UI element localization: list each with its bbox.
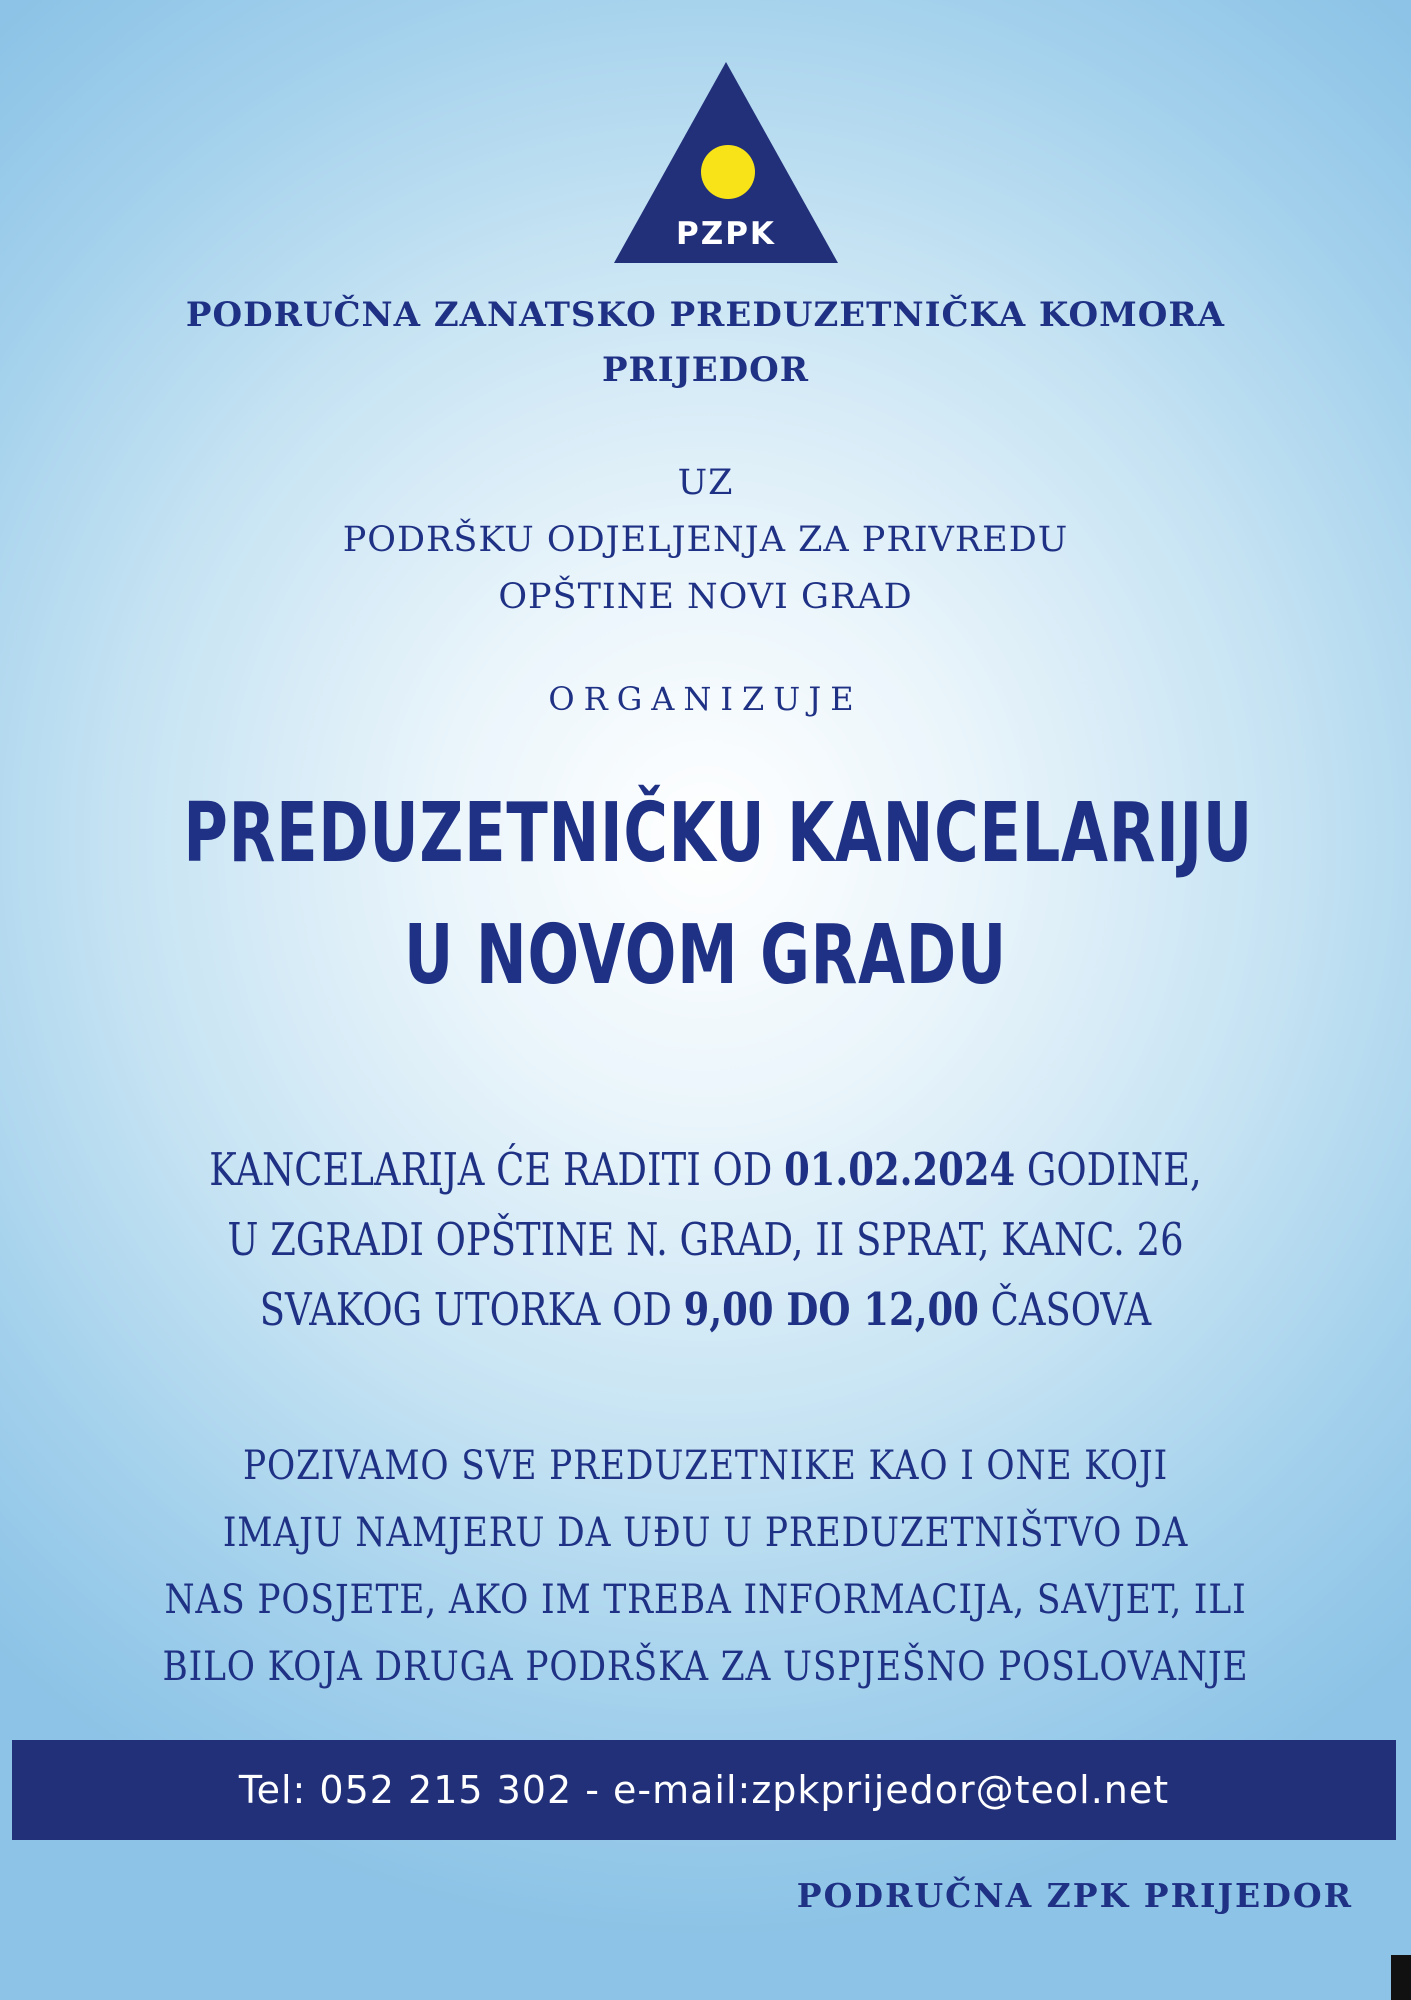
organization-line: PODRUČNA ZANATSKO PREDUZETNIČKA KOMORA bbox=[185, 295, 1226, 335]
logo-text: PZPK bbox=[676, 216, 776, 252]
support-line: PODRŠKU ODJELJENJA ZA PRIVREDU bbox=[342, 520, 1069, 560]
footer-signature: PODRUČNA ZPK PRIJEDOR bbox=[796, 1876, 1353, 1915]
organization-city: PRIJEDOR bbox=[601, 350, 810, 390]
scan-edge-mark bbox=[1391, 1955, 1411, 2000]
office-hours: 9,00 DO 12,00 bbox=[683, 1283, 979, 1336]
headline-line: PREDUZETNIČKU KANCELARIJU bbox=[183, 786, 1253, 881]
triangle-logo-icon bbox=[610, 60, 842, 265]
office-details bbox=[127, 1135, 1284, 1345]
pzpk-logo bbox=[610, 60, 842, 265]
support-line: UZ bbox=[677, 463, 734, 503]
support-text bbox=[0, 455, 1411, 626]
organization-name bbox=[0, 288, 1411, 398]
details-line-location: U ZGRADI OPŠTINE N. GRAD, II SPRAT, KANC. 26 bbox=[227, 1213, 1184, 1266]
organizuje-label: ORGANIZUJE bbox=[548, 680, 863, 718]
contact-info: Tel: 052 215 302 - e-mail:zpkprijedor@teol.net bbox=[238, 1768, 1170, 1812]
contact-bar bbox=[12, 1740, 1396, 1840]
invitation-line: IMAJU NAMJERU DA UĐU U PREDUZETNIŠTVO DA bbox=[222, 1510, 1189, 1556]
details-line-date: KANCELARIJA ĆE RADITI OD 01.02.2024 GODINE, bbox=[209, 1143, 1202, 1196]
invitation-line: POZIVAMO SVE PREDUZETNIKE KAO I ONE KOJI bbox=[242, 1443, 1169, 1489]
invitation-text bbox=[99, 1433, 1312, 1701]
invitation-line: BILO KOJA DRUGA PODRŠKA ZA USPJEŠNO POSLOVANJE bbox=[162, 1644, 1249, 1690]
headline-line: U NOVOM GRADU bbox=[404, 908, 1007, 1003]
start-date: 01.02.2024 bbox=[784, 1143, 1016, 1196]
support-line: OPŠTINE NOVI GRAD bbox=[498, 577, 913, 617]
sun-icon bbox=[701, 145, 755, 199]
invitation-line: NAS POSJETE, AKO IM TREBA INFORMACIJA, SAVJET, ILI bbox=[164, 1577, 1247, 1623]
details-line-hours: SVAKOG UTORKA OD 9,00 DO 12,00 ČASOVA bbox=[259, 1283, 1152, 1336]
headline bbox=[183, 773, 1253, 1017]
